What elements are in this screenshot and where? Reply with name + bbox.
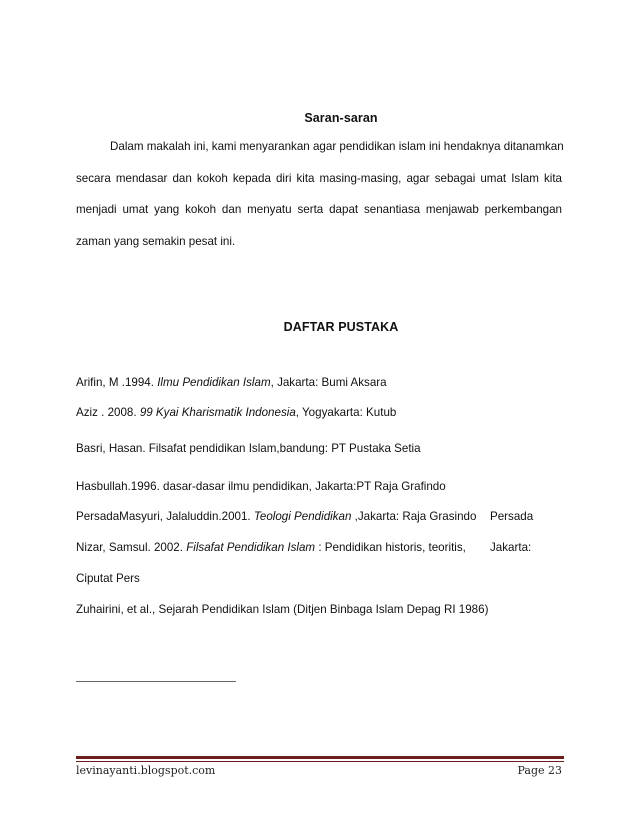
reference-title: 99 Kyai Kharismatik Indonesia [139,406,296,419]
reference-entry-masyuri [76,510,476,523]
reference-entry-nizar-tail: Jakarta: [490,541,532,554]
reference-entry-aziz [76,406,396,419]
saran-line-3: menjadi umat yang kokoh dan menyatu serta dapat senantiasa menjawab perkembangan [76,203,562,217]
reference-entry-hasbullah [76,480,446,493]
saran-heading: Saran-saran [304,111,378,125]
saran-line-2: secara mendasar dan kokoh kepada diri kita masing-masing, agar sebagai umat Islam kita [76,171,562,185]
reference-title: Ilmu Pendidikan Islam [157,376,271,389]
daftar-pustaka-heading: DAFTAR PUSTAKA [283,320,399,334]
reference-text: Zuhairini, et al., Sejarah Pendidikan Islam (Ditjen Binbaga Islam Depag RI 1986) [76,603,489,616]
reference-text: , Jakarta: Bumi Aksara [270,376,387,389]
footer-rule-thick [76,756,564,759]
reference-text: Basri, Hasan. Filsafat pendidikan Islam,bandung: PT Pustaka Setia [76,442,421,455]
saran-line-4: zaman yang semakin pesat ini. [76,234,236,248]
reference-text: Nizar, Samsul. 2002. [76,541,187,554]
reference-text: : Pendidikan historis, teoritis, [315,541,466,554]
reference-text: ,Jakarta: Raja Grasindo [351,510,477,523]
reference-entry-nizar [76,541,466,554]
reference-text: Aziz . 2008. [76,406,140,419]
saran-line-1: Dalam makalah ini, kami menyarankan agar pendidikan islam ini hendaknya ditanamkan [110,140,564,153]
reference-entry-arifin [76,376,387,389]
reference-entry-basri [76,442,421,455]
reference-title: Filsafat Pendidikan Islam [186,541,316,554]
saran-paragraph [76,131,562,257]
footer-page-number: Page 23 [517,764,562,777]
reference-text: , Yogyakarta: Kutub [295,406,397,419]
reference-text: PersadaMasyuri, Jalaluddin.2001. [76,510,254,523]
footer-site-name: levinayanti.blogspot.com [76,764,216,777]
reference-text: Hasbullah.1996. dasar-dasar ilmu pendidikan, Jakarta:PT Raja Grafindo [76,480,446,493]
reference-entry-ciputat [76,572,140,585]
reference-entry-masyuri-tail: Persada [490,510,534,523]
footnote-separator [76,681,236,682]
reference-text: Arifin, M .1994. [76,376,158,389]
footer-rule-thin [76,761,564,762]
reference-entry-zuhairini [76,603,488,616]
reference-text: Ciputat Pers [76,572,140,585]
reference-title: Teologi Pendidikan [253,510,352,523]
